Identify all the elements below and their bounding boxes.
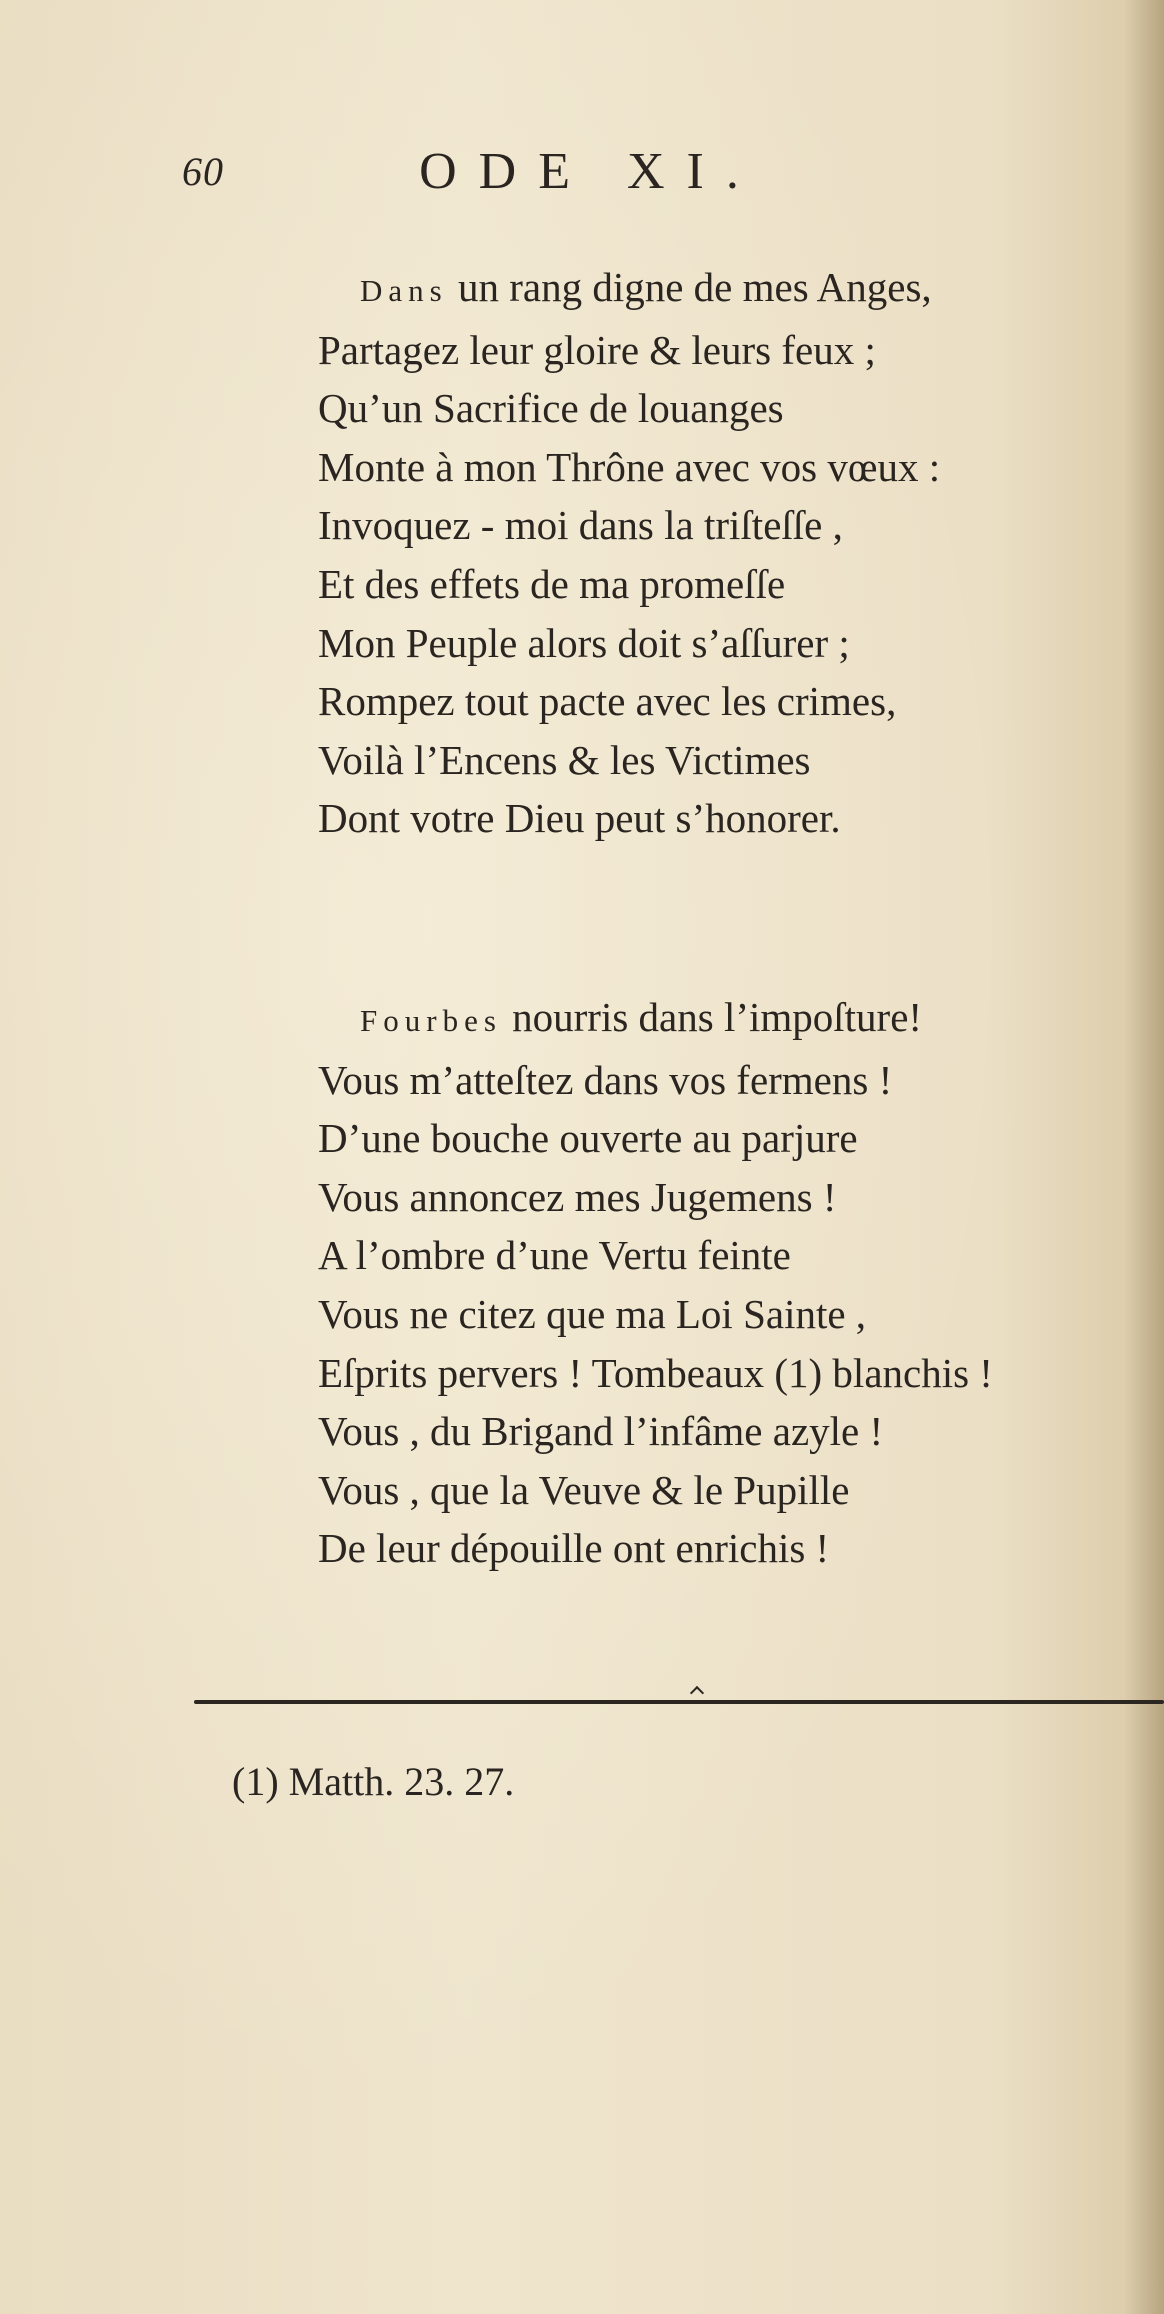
verse-line: Rompez tout pacte avec les crimes, xyxy=(318,678,897,725)
verse-line xyxy=(318,258,1138,321)
verse-line: Eſprits pervers ! Tombeaux (1) blanchis ! xyxy=(318,1349,993,1396)
verse-line: Vous annoncez mes Jugemens ! xyxy=(318,1173,837,1220)
verse-line: Vous , du Brigand l’infâme azyle ! xyxy=(318,1408,884,1455)
verse-line: Et des effets de ma promeſſe xyxy=(318,560,786,607)
verse-text: un rang digne de mes Anges, xyxy=(447,264,932,310)
page-number: 60 xyxy=(182,149,224,194)
stanza-1 xyxy=(318,258,1138,848)
rule-ornament xyxy=(690,1686,704,1700)
verse-line: Partagez leur gloire & leurs feux ; xyxy=(318,326,876,373)
small-caps-lead: Fourbes xyxy=(360,1003,502,1038)
stanza-2 xyxy=(318,988,1138,1578)
verse-line: D’une bouche ouverte au parjure xyxy=(318,1115,858,1162)
footnote-rule xyxy=(194,1700,1164,1704)
verse-line: Vous ne citez que ma Loi Sainte , xyxy=(318,1290,867,1337)
verse-line: Mon Peuple alors doit s’aſſurer ; xyxy=(318,619,850,666)
verse-line xyxy=(318,988,1138,1051)
verse-line: Qu’un Sacrifice de louanges xyxy=(318,385,784,432)
small-caps-lead: Dans xyxy=(360,273,448,308)
verse-line: Vous , que la Veuve & le Pupille xyxy=(318,1466,850,1513)
verse-line: Dont votre Dieu peut s’honorer. xyxy=(318,795,841,842)
verse-line: Vous m’atteſtez dans vos fermens ! xyxy=(318,1056,893,1103)
verse-line: Invoquez - moi dans la triſteſſe , xyxy=(318,502,843,549)
verse-line: Voilà l’Encens & les Victimes xyxy=(318,736,811,783)
verse-line: A l’ombre d’une Vertu feinte xyxy=(318,1232,791,1279)
running-head: ODE XI. xyxy=(419,143,761,200)
footnote: (1) Matth. 23. 27. xyxy=(232,1759,515,1804)
verse-text: nourris dans l’impoſture! xyxy=(501,994,923,1040)
verse-line: Monte à mon Thrône avec vos vœux : xyxy=(318,443,941,490)
verse-line: De leur dépouille ont enrichis ! xyxy=(318,1525,830,1572)
